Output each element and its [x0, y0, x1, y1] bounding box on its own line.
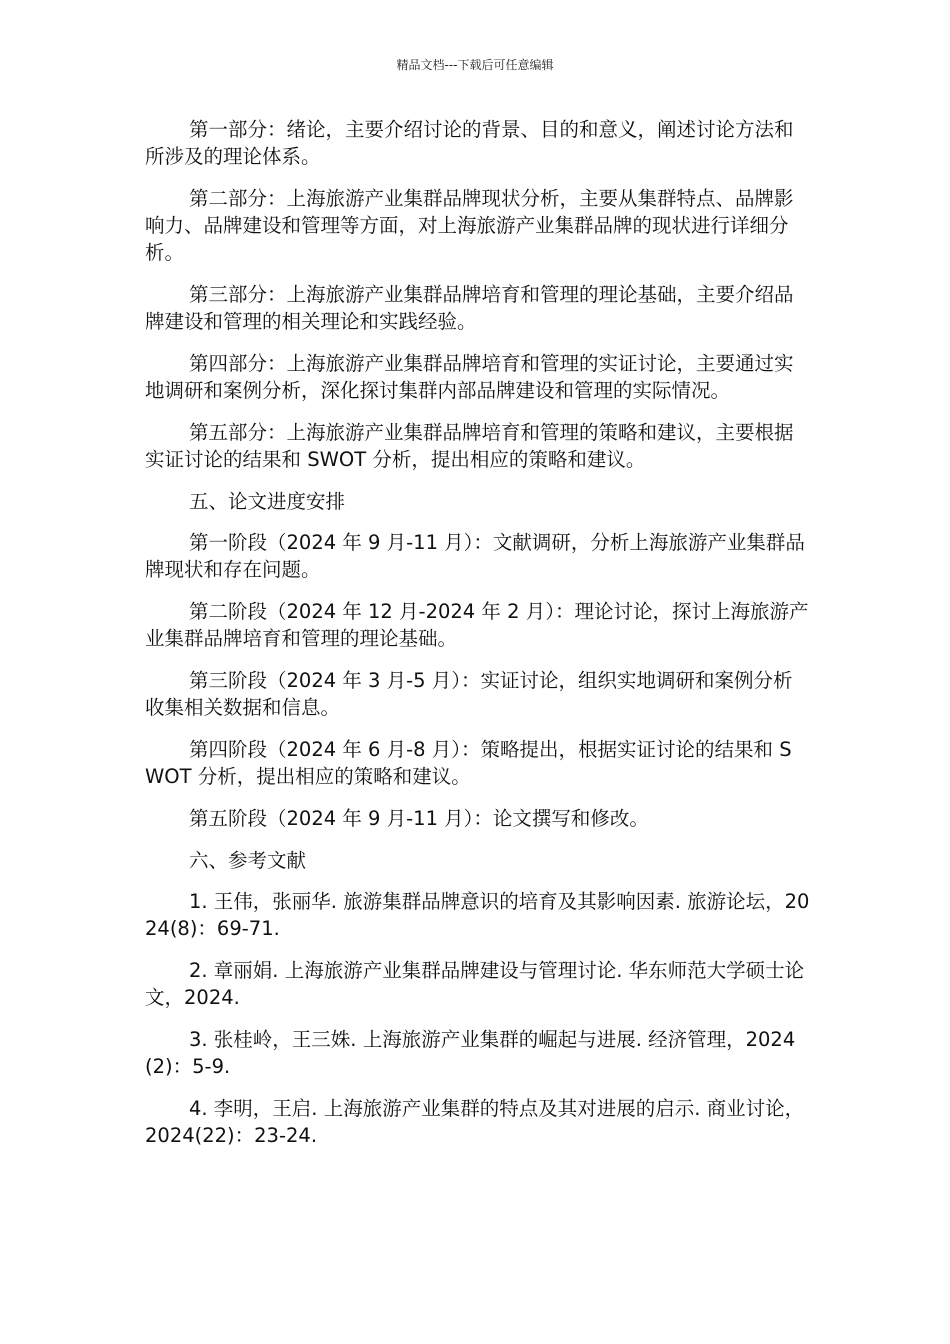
paragraph-stage-four: 第四阶段（2024 年 6 月-8 月）：策略提出，根据实证讨论的结果和 SWOT 分析，提出相应的策略和建议。 [145, 738, 792, 788]
paragraph-part-three: 第三部分：上海旅游产业集群品牌培育和管理的理论基础，主要介绍品牌建设和管理的相关理论和实践经验。 [145, 283, 794, 333]
paragraph-part-four: 第四部分：上海旅游产业集群品牌培育和管理的实证讨论，主要通过实地调研和案例分析，深化探讨集群内部品牌建设和管理的实际情况。 [145, 352, 794, 402]
paragraph-stage-one: 第一阶段（2024 年 9 月-11 月）：文献调研，分析上海旅游产业集群品牌现状和存在问题。 [145, 531, 805, 581]
document-body [145, 116, 810, 1164]
page-header: 精品文档---下载后可任意编辑 [396, 58, 554, 72]
section-heading-references: 六、参考文献 [189, 849, 307, 872]
paragraph-part-one: 第一部分：绪论，主要介绍讨论的背景、目的和意义，阐述讨论方法和所涉及的理论体系。 [145, 118, 794, 168]
reference-item-4: 4. 李明，王启. 上海旅游产业集群的特点及其对进展的启示. 商业讨论，2024(22)：23-24. [145, 1097, 805, 1147]
paragraph-part-two: 第二部分：上海旅游产业集群品牌现状分析，主要从集群特点、品牌影响力、品牌建设和管理等方面，对上海旅游产业集群品牌的现状进行详细分析。 [145, 187, 794, 264]
reference-item-2: 2. 章丽娟. 上海旅游产业集群品牌建设与管理讨论. 华东师范大学硕士论文，2024. [145, 959, 805, 1009]
paragraph-stage-three: 第三阶段（2024 年 3 月-5 月）：实证讨论，组织实地调研和案例分析收集相关数据和信息。 [145, 669, 793, 719]
reference-item-1: 1. 王伟，张丽华. 旅游集群品牌意识的培育及其影响因素. 旅游论坛，2024(8)：69-71. [145, 890, 810, 940]
section-heading-schedule: 五、论文进度安排 [189, 490, 346, 513]
paragraph-stage-two: 第二阶段（2024 年 12 月-2024 年 2 月）：理论讨论，探讨上海旅游产业集群品牌培育和管理的理论基础。 [145, 600, 809, 650]
paragraph-stage-five: 第五阶段（2024 年 9 月-11 月）：论文撰写和修改。 [189, 807, 649, 830]
paragraph-part-five: 第五部分：上海旅游产业集群品牌培育和管理的策略和建议，主要根据实证讨论的结果和 SWOT 分析，提出相应的策略和建议。 [145, 421, 794, 471]
reference-item-3: 3. 张桂岭，王三姝. 上海旅游产业集群的崛起与进展. 经济管理，2024(2)：5-9. [145, 1028, 796, 1078]
